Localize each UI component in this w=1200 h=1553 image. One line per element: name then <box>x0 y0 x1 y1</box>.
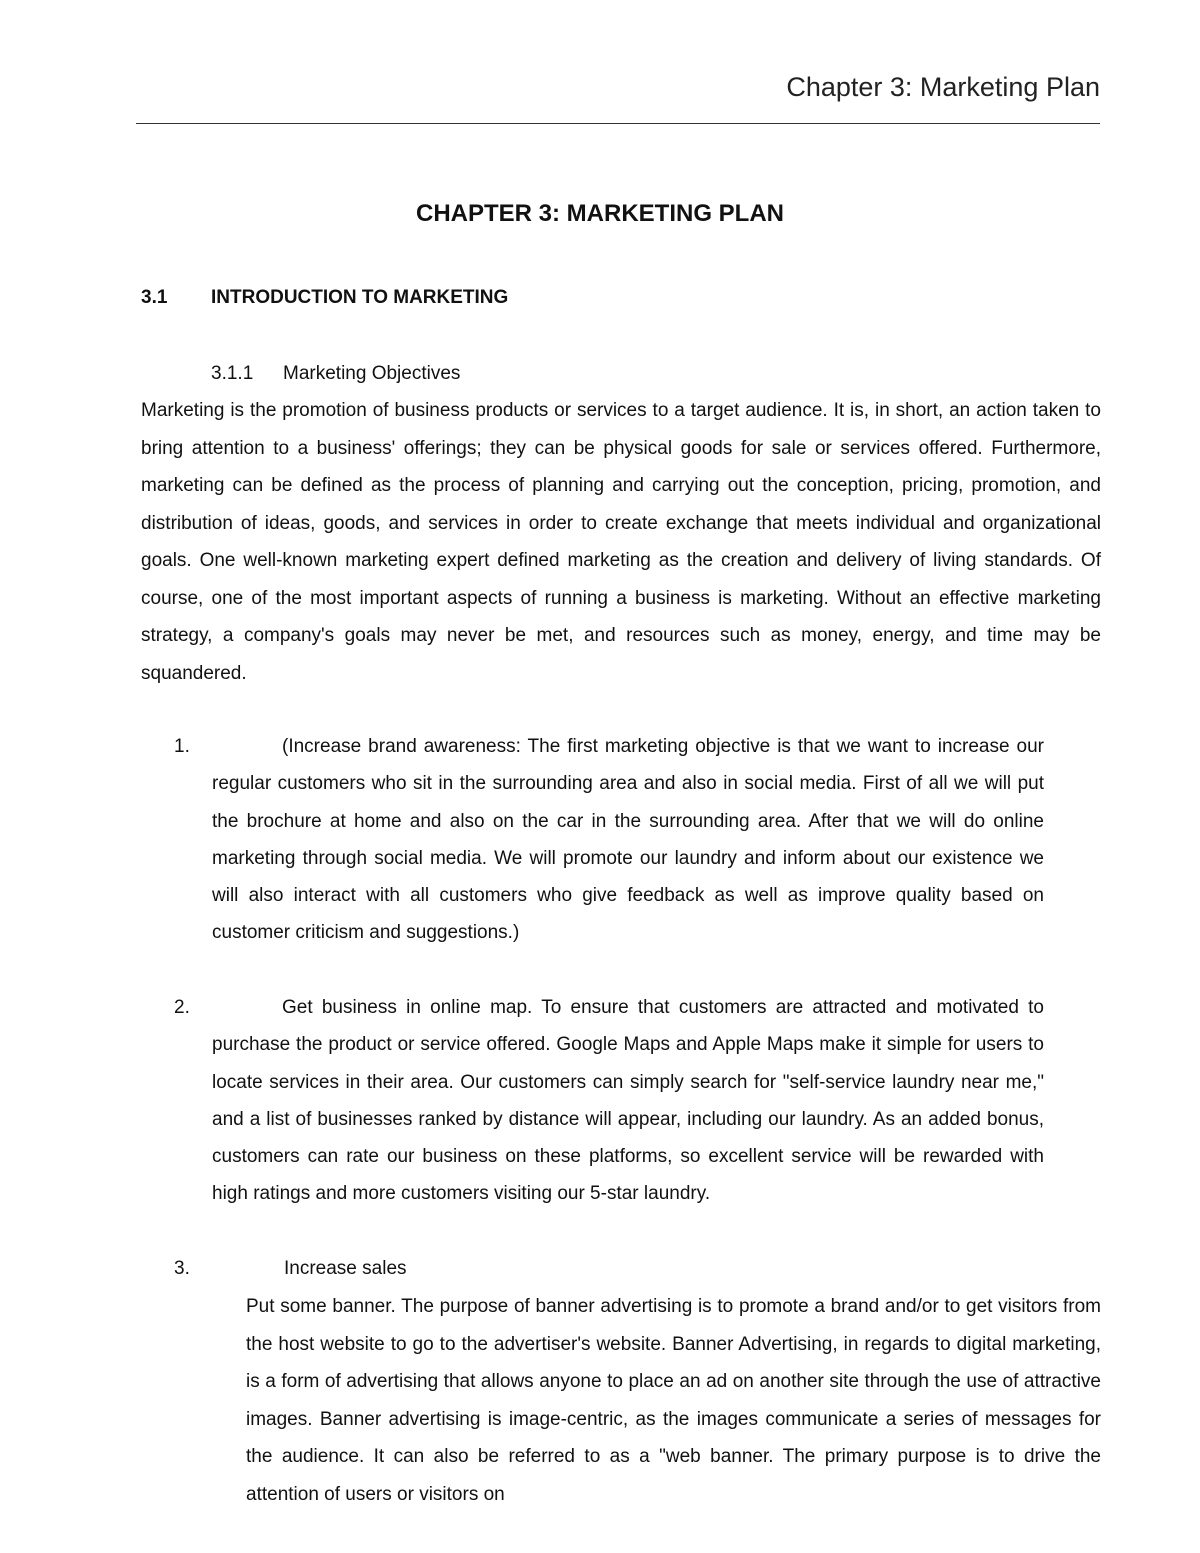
objective-text: (Increase brand awareness: The first marketing objective is that we want to increase our regular customers who sit in the surrounding area and also in social media. First of all we will put the brochure at home and also on the car in the surrounding area. After that we will do online marketing through social media. We will promote our laundry and inform about our existence we will also interact with all customers who give feedback as well as improve quality based on customer criticism and suggestions.) <box>212 736 1044 944</box>
section-heading <box>141 287 508 309</box>
subsection-title: Marketing Objectives <box>283 363 461 384</box>
objective-marker: 3. <box>174 1258 190 1279</box>
header-divider <box>136 123 1100 124</box>
intro-paragraph: Marketing is the promotion of business products or services to a target audience. It is, in short, an action taken to bring attention to a business' offerings; they can be physical goods for sale or services offered. Furthermore, marketing can be defined as the process of planning and carrying out the conception, pricing, promotion, and distribution of ideas, goods, and services in order to create exchange that meets individual and organizational goals. One well-known marketing expert defined marketing as the creation and delivery of living standards. Of course, one of the most important aspects of running a business is marketing. Without an effective marketing strategy, a company's goals may never be met, and resources such as money, energy, and time may be squandered. <box>141 400 1101 684</box>
section-number: 3.1 <box>141 287 168 308</box>
objective-marker: 2. <box>174 997 190 1018</box>
objective-marker: 1. <box>174 736 190 757</box>
objective-title: Increase sales <box>284 1258 407 1279</box>
objective-body: Put some banner. The purpose of banner advertising is to promote a brand and/or to get visitors from the host website to go to the advertiser's website. Banner Advertising, in regards to digital marketing, is a form of advertising that allows anyone to place an ad on another site through the use of attractive images. Banner advertising is image-centric, as the images communicate a series of messages for the audience. It can also be referred to as a "web banner. The primary purpose is to drive the attention of users or visitors on <box>246 1296 1101 1505</box>
subsection-heading <box>211 363 460 385</box>
chapter-title: CHAPTER 3: MARKETING PLAN <box>415 200 784 227</box>
objective-text: Get business in online map. To ensure that customers are attracted and motivated to purchase the product or service offered. Google Maps and Apple Maps make it simple for users to locate services in their area. Our customers can simply search for "self-service laundry near me," and a list of businesses ranked by distance will appear, including our laundry. As an added bonus, customers can rate our business on these platforms, so excellent service will be rewarded with high ratings and more customers visiting our 5-star laundry. <box>212 997 1044 1205</box>
running-header: Chapter 3: Marketing Plan <box>786 72 1100 102</box>
section-title: INTRODUCTION TO MARKETING <box>211 287 509 308</box>
subsection-number: 3.1.1 <box>211 363 254 384</box>
